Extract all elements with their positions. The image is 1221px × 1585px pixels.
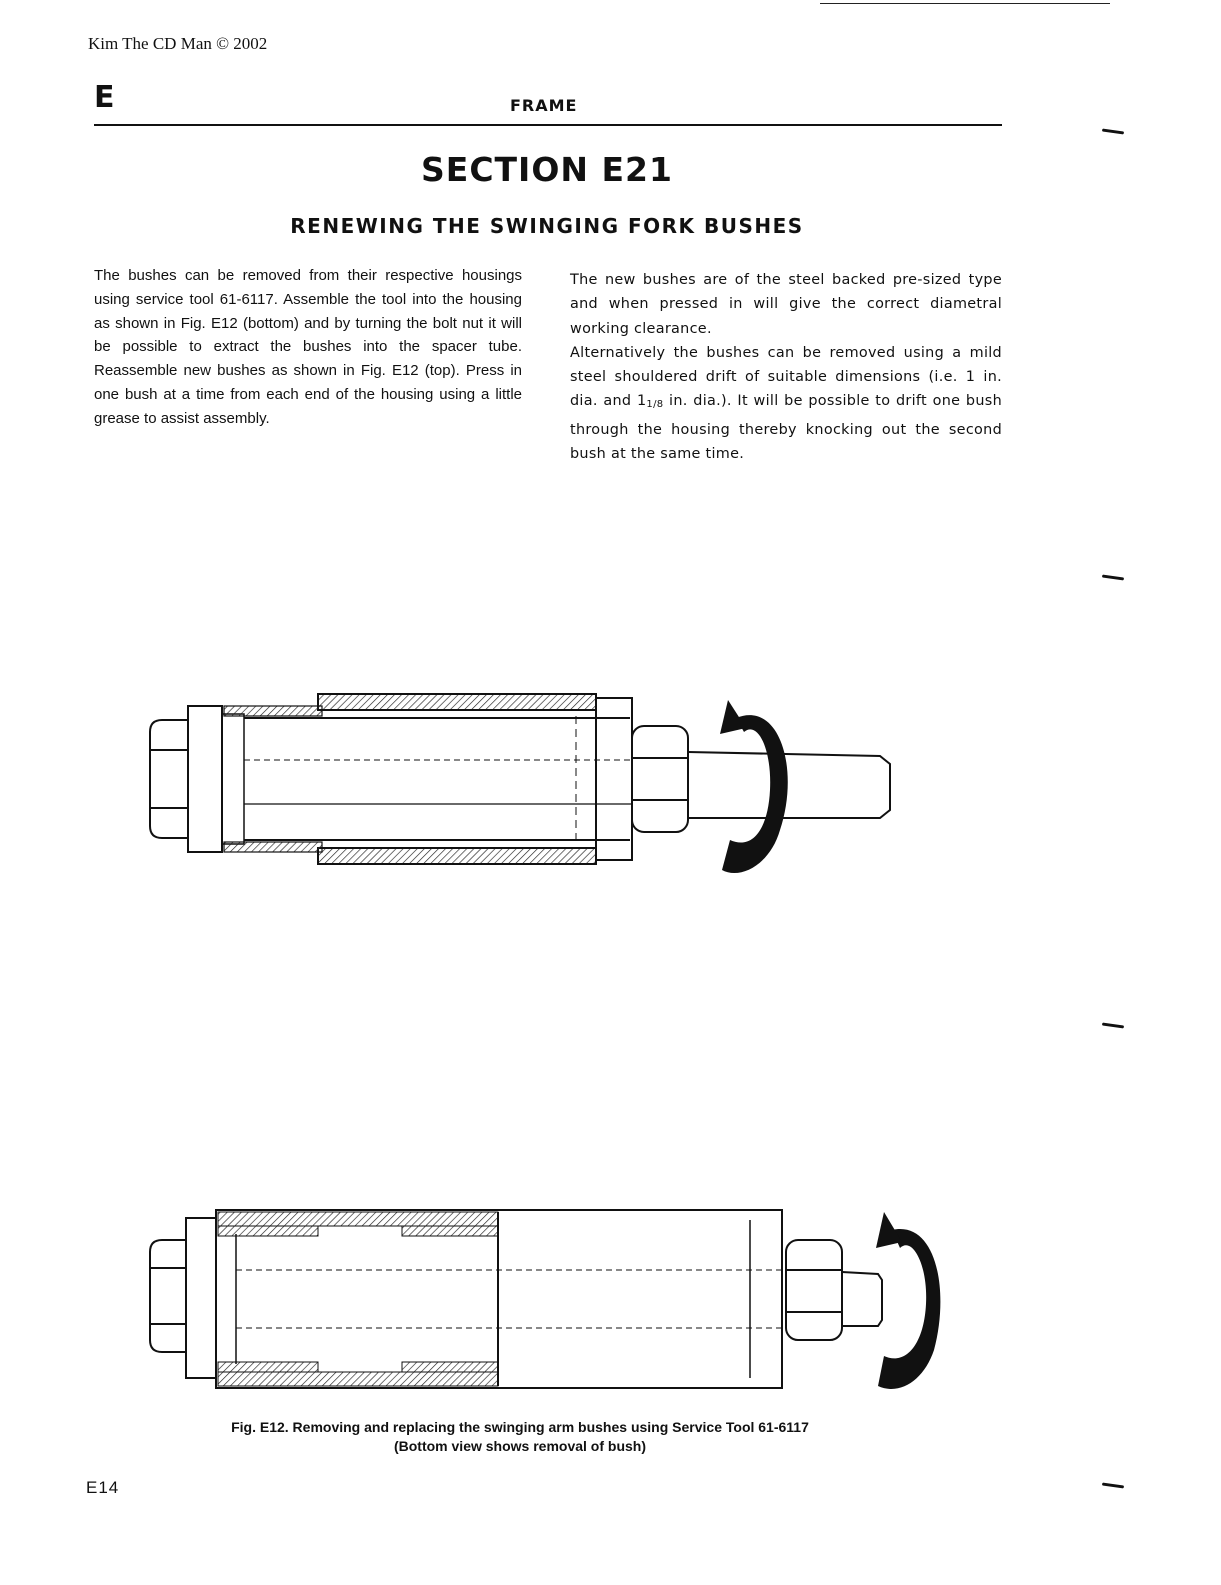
margin-mark xyxy=(1102,574,1124,580)
fraction-one-eighth: 1/8 xyxy=(646,399,664,411)
right-paragraph-2-start: Alternatively the bushes can be removed using a mild steel shouldered drift of suitable dimensions (i.e. 1 in. dia. and 1 xyxy=(570,344,1002,410)
right-paragraph-2 xyxy=(570,341,1002,466)
copyright-line: Kim The CD Man © 2002 xyxy=(88,34,268,53)
left-paragraph: The bushes can be removed from their respective housings using service tool 61-6117. Assemble the tool into the housing as shown in Fig. E12 (bottom) and by turning the bolt nut it will be possible to extract the bushes into the spacer tube. Reassemble new bushes as shown in Fig. E12 (top). Press in one bush at a time from each end of the housing using a little grease to assist assembly. xyxy=(94,267,522,427)
section-title: SECTION E21 xyxy=(421,150,673,189)
section-letter: E xyxy=(94,80,115,115)
top-edge-rule xyxy=(820,3,1110,4)
section-subtitle: RENEWING THE SWINGING FORK BUSHES xyxy=(290,214,804,238)
figure-caption xyxy=(0,1418,1040,1456)
figure-caption-line-2: (Bottom view shows removal of bush) xyxy=(393,1438,647,1454)
right-paragraph-1: The new bushes are of the steel backed pre-sized type and when pressed in will give the correct diametral working clearance. xyxy=(570,272,1002,337)
page-number: E14 xyxy=(86,1478,120,1497)
figure-top-tool-drawing xyxy=(140,680,920,880)
figure-bottom-tool-drawing xyxy=(140,1200,950,1400)
header-rule xyxy=(94,124,1002,126)
margin-mark xyxy=(1102,1022,1124,1028)
margin-mark xyxy=(1102,1482,1124,1488)
margin-mark xyxy=(1102,128,1124,134)
right-column xyxy=(570,268,1002,466)
right-paragraph-2-end: in. dia.). It will be possible to drift one bush through the housing thereby knocking out the second bush at the same time. xyxy=(570,393,1002,463)
left-column xyxy=(94,264,522,431)
figure-caption-line-1: Fig. E12. Removing and replacing the swinging arm bushes using Service Tool 61-6117 xyxy=(231,1419,809,1435)
running-head: FRAME xyxy=(510,96,578,115)
